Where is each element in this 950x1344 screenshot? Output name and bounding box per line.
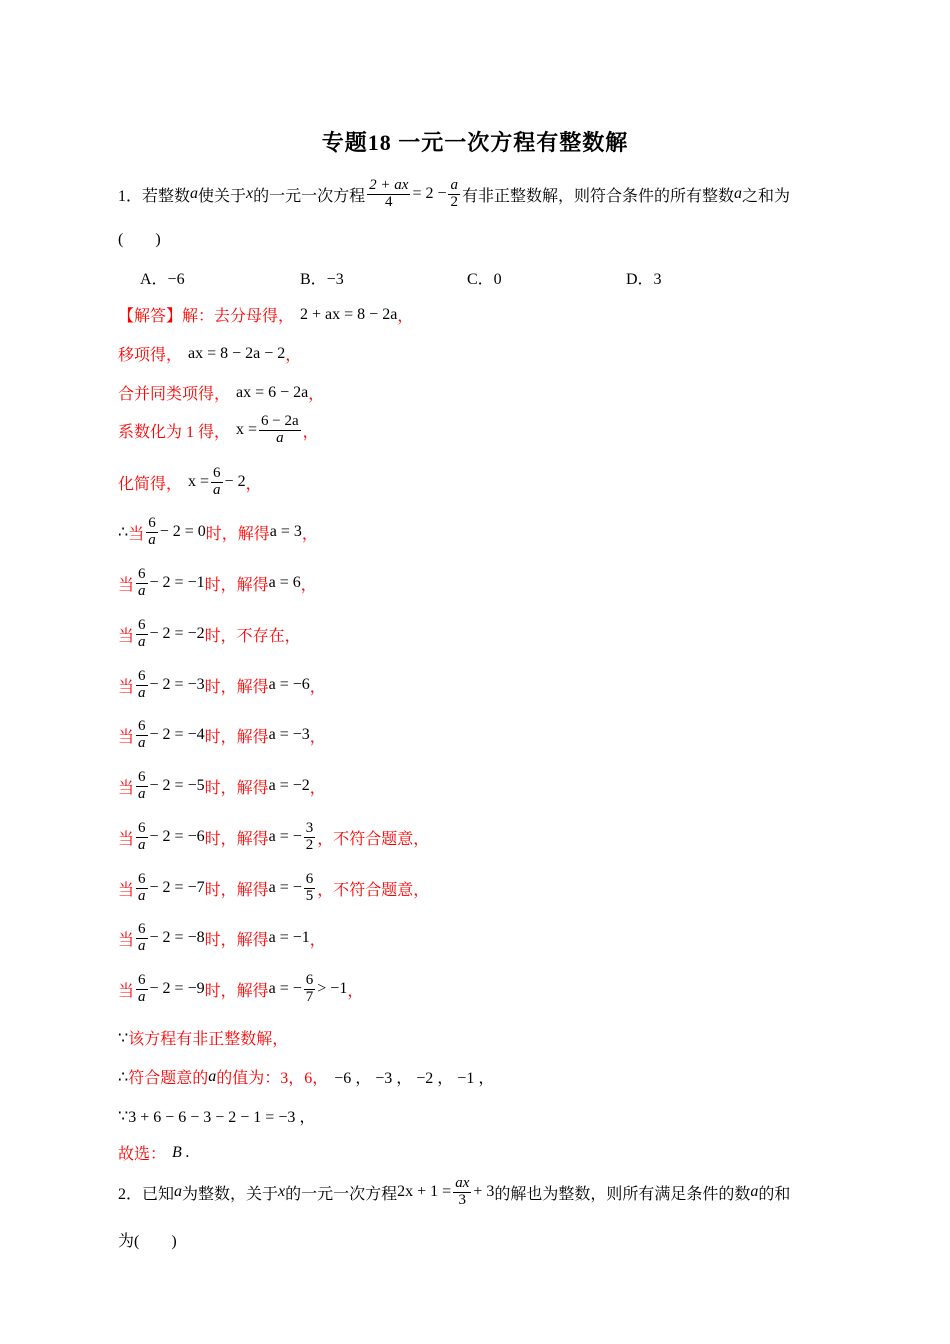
solution-line-4: 系数化为 1 得， x = $\frac{6 - 2a}{a}$ ， — [118, 413, 319, 446]
fraction: $\frac{6}{a}$ — [138, 871, 146, 904]
fraction: $\frac{6}{a}$ — [138, 769, 146, 802]
fraction: $\frac{6}{a}$ — [148, 515, 156, 548]
fraction: $\frac{2 + ax}{4}$ — [369, 177, 409, 210]
case-4: 当 $\frac{6}{a}$ − 2 = −3 时， 解得 a = −6 ， — [118, 668, 326, 701]
solution-line-1: 【解答】解：去分母得， 2 + ax = 8 − 2a ， — [118, 305, 414, 325]
fraction: $\frac{6}{7}$ — [305, 972, 314, 1005]
option-d: D．3 — [626, 271, 662, 288]
fraction: $\frac{6}{a}$ — [138, 617, 146, 650]
fraction: $\frac{6}{a}$ — [138, 972, 146, 1005]
solution-line-3: 合并同类项得， ax = 6 − 2a ， — [118, 383, 325, 403]
fraction: $\frac{6 - 2a}{a}$ — [261, 413, 299, 446]
case-8: 当 $\frac{6}{a}$ − 2 = −7 时， 解得 a = − $\frac{6}{5}$ ，不符合题意， — [118, 871, 430, 904]
case-2: 当 $\frac{6}{a}$ − 2 = −1 时， 解得 a = 6 ， — [118, 566, 317, 599]
solution-line-19: 故选： B . — [118, 1143, 190, 1163]
question-2-line-2: 为( ) — [118, 1233, 177, 1250]
fraction: $\frac{6}{a}$ — [213, 465, 221, 498]
question-1-paren: ( ) — [118, 231, 161, 248]
solution-line-16: ∵ 该方程有非正整数解， — [118, 1029, 289, 1048]
option-b: B．−3 — [300, 271, 344, 288]
option-a: A．−6 — [140, 271, 185, 288]
fraction: $\frac{6}{5}$ — [305, 871, 314, 904]
option-c: C．0 — [467, 271, 502, 288]
case-3: 当 $\frac{6}{a}$ − 2 = −2 时， 不存在， — [118, 617, 301, 650]
question-2-stem: 2．已知 a 为整数，关于 x 的一元一次方程 2x + 1 = $\frac{ax}{3}$ + 3 的解也为整数，则所有满足条件的数 a 的和 — [118, 1175, 791, 1208]
fraction: $\frac{ax}{3}$ — [455, 1175, 470, 1208]
case-1: ∴ 当 $\frac{6}{a}$ − 2 = 0 时， 解得 a = 3 ， — [118, 515, 318, 548]
fraction: $\frac{6}{a}$ — [138, 718, 146, 751]
fraction: $\frac{6}{a}$ — [138, 820, 146, 853]
solution-line-17: ∴ 符合题意的 a 的值为：3，6， −6 ， −3 ， −2 ， −1 ， — [118, 1067, 495, 1087]
question-1-stem: 1．若整数 a 使关于 x 的一元一次方程 $\frac{2 + ax}{4}$ = 2 − $\frac{a}{2}$ 有非正整数解，则符合条件的所有整数 a 之和为 — [118, 177, 791, 210]
solution-line-2: 移项得， ax = 8 − 2a − 2 ， — [118, 344, 302, 364]
solution-line-18: ∵ 3 + 6 − 6 − 3 − 2 − 1 = −3 ， — [118, 1107, 316, 1126]
fraction: $\frac{3}{2}$ — [305, 820, 314, 853]
fraction: $\frac{6}{a}$ — [138, 566, 146, 599]
case-6: 当 $\frac{6}{a}$ − 2 = −5 时， 解得 a = −2 ， — [118, 769, 326, 802]
page-title: 专题18 一元一次方程有整数解 — [321, 130, 629, 155]
case-5: 当 $\frac{6}{a}$ − 2 = −4 时， 解得 a = −3 ， — [118, 718, 326, 751]
fraction: $\frac{a}{2}$ — [450, 177, 458, 210]
fraction: $\frac{6}{a}$ — [138, 921, 146, 954]
solution-line-5: 化简得， x = $\frac{6}{a}$ − 2 ， — [118, 465, 262, 498]
fraction: $\frac{6}{a}$ — [138, 668, 146, 701]
case-7: 当 $\frac{6}{a}$ − 2 = −6 时， 解得 a = − $\frac{3}{2}$ ，不符合题意， — [118, 820, 430, 853]
case-9: 当 $\frac{6}{a}$ − 2 = −8 时， 解得 a = −1 ， — [118, 921, 326, 954]
case-10: 当 $\frac{6}{a}$ − 2 = −9 时， 解得 a = − $\frac{6}{7}$ > −1 ， — [118, 972, 364, 1005]
